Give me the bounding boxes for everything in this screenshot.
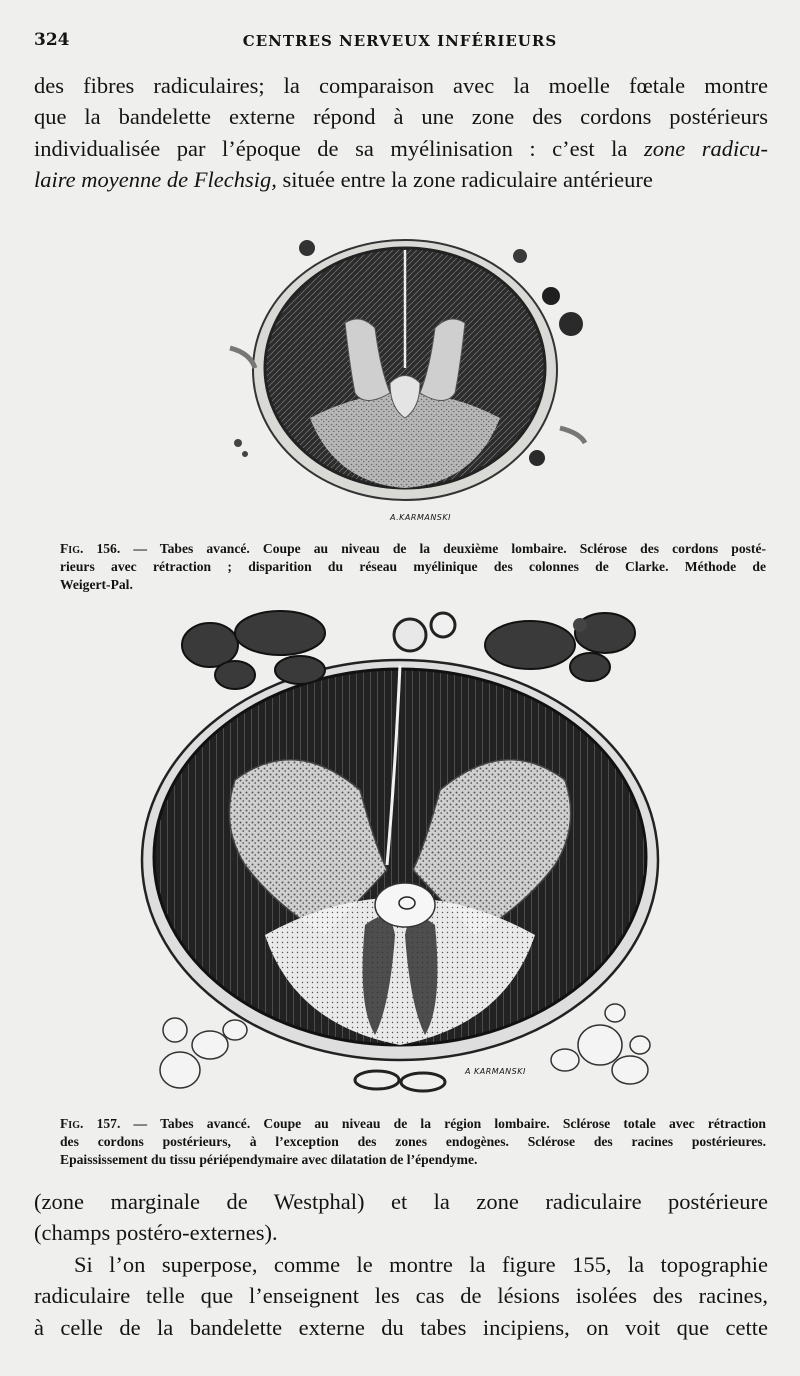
text-line: des fibres radiculaires; la comparaison avec la moelle fœtale montre — [34, 73, 768, 98]
page-number: 324 — [34, 30, 70, 50]
text-run: située entre la zone radiculaire antérieure — [276, 167, 653, 193]
anterior-root-bundles-left — [182, 611, 325, 689]
figure-156-caption — [60, 540, 766, 594]
text-line — [34, 133, 768, 164]
bottom-paragraph — [34, 1186, 768, 1343]
caption-line: des cordons postérieurs, à l’exception des zones endogènes. Sclérose des racines postérieures. — [60, 1134, 766, 1149]
posterior-root-bundles-right — [551, 1004, 650, 1084]
top-paragraph — [34, 70, 768, 196]
caption-line: rieurs avec rétraction ; disparition du réseau myélinique des colonnes de Clarke. Méthode de — [60, 559, 766, 574]
caption-text: — Tabes avancé. Coupe au niveau de la deuxième lombaire. Sclérose des cordons posté- — [120, 541, 767, 556]
spinal-cord-section-lumbar-region — [125, 605, 675, 1100]
caption-text: — Tabes avancé. Coupe au niveau de la région lombaire. Sclérose totale avec rétraction — [120, 1116, 766, 1131]
artist-signature: A.KARMANSKI — [390, 513, 451, 522]
page-header — [30, 30, 770, 56]
figure-156-illustration — [215, 218, 595, 528]
caption-line: Epaississement du tissu périépendymaire avec dilatation de l’épendyme. — [60, 1152, 478, 1167]
text-line: que la bandelette externe répond à une zone des cordons postérieurs — [34, 104, 768, 130]
figure-157-caption — [60, 1115, 766, 1169]
figure-label: Fig. 157. — [60, 1116, 121, 1131]
text-line: Si l’on superpose, comme le montre la figure 155, la topographie — [74, 1251, 768, 1277]
caption-line — [60, 540, 766, 558]
spinal-cord-section-lumbar-2 — [215, 218, 595, 528]
posterior-root-bundles-left — [160, 1018, 247, 1088]
artist-signature: A KARMANSKI — [465, 1067, 526, 1076]
italic-term: zone radicu- — [643, 135, 768, 161]
caption-line — [60, 1115, 766, 1133]
italic-term: laire moyenne de Flechsig, — [34, 167, 277, 193]
anterior-root-bundles-right — [485, 613, 635, 681]
figure-157-illustration — [125, 605, 675, 1100]
text-line: radiculaire telle que l’enseignent les cas de lésions isolées des racines, — [34, 1283, 768, 1309]
text-line: à celle de la bandelette externe du tabes incipiens, on voit que cette — [34, 1314, 768, 1340]
running-title: CENTRES NERVEUX INFÉRIEURS — [242, 32, 558, 50]
text-line: (champs postéro-externes). — [34, 1220, 278, 1246]
text-run: individualisée par l’époque de sa myélinisation : c’est la — [34, 135, 644, 161]
text-line: (zone marginale de Westphal) et la zone radiculaire postérieure — [34, 1189, 768, 1214]
caption-line: Weigert-Pal. — [60, 577, 133, 592]
text-line — [34, 164, 768, 195]
figure-label: Fig. 156. — [60, 541, 121, 556]
